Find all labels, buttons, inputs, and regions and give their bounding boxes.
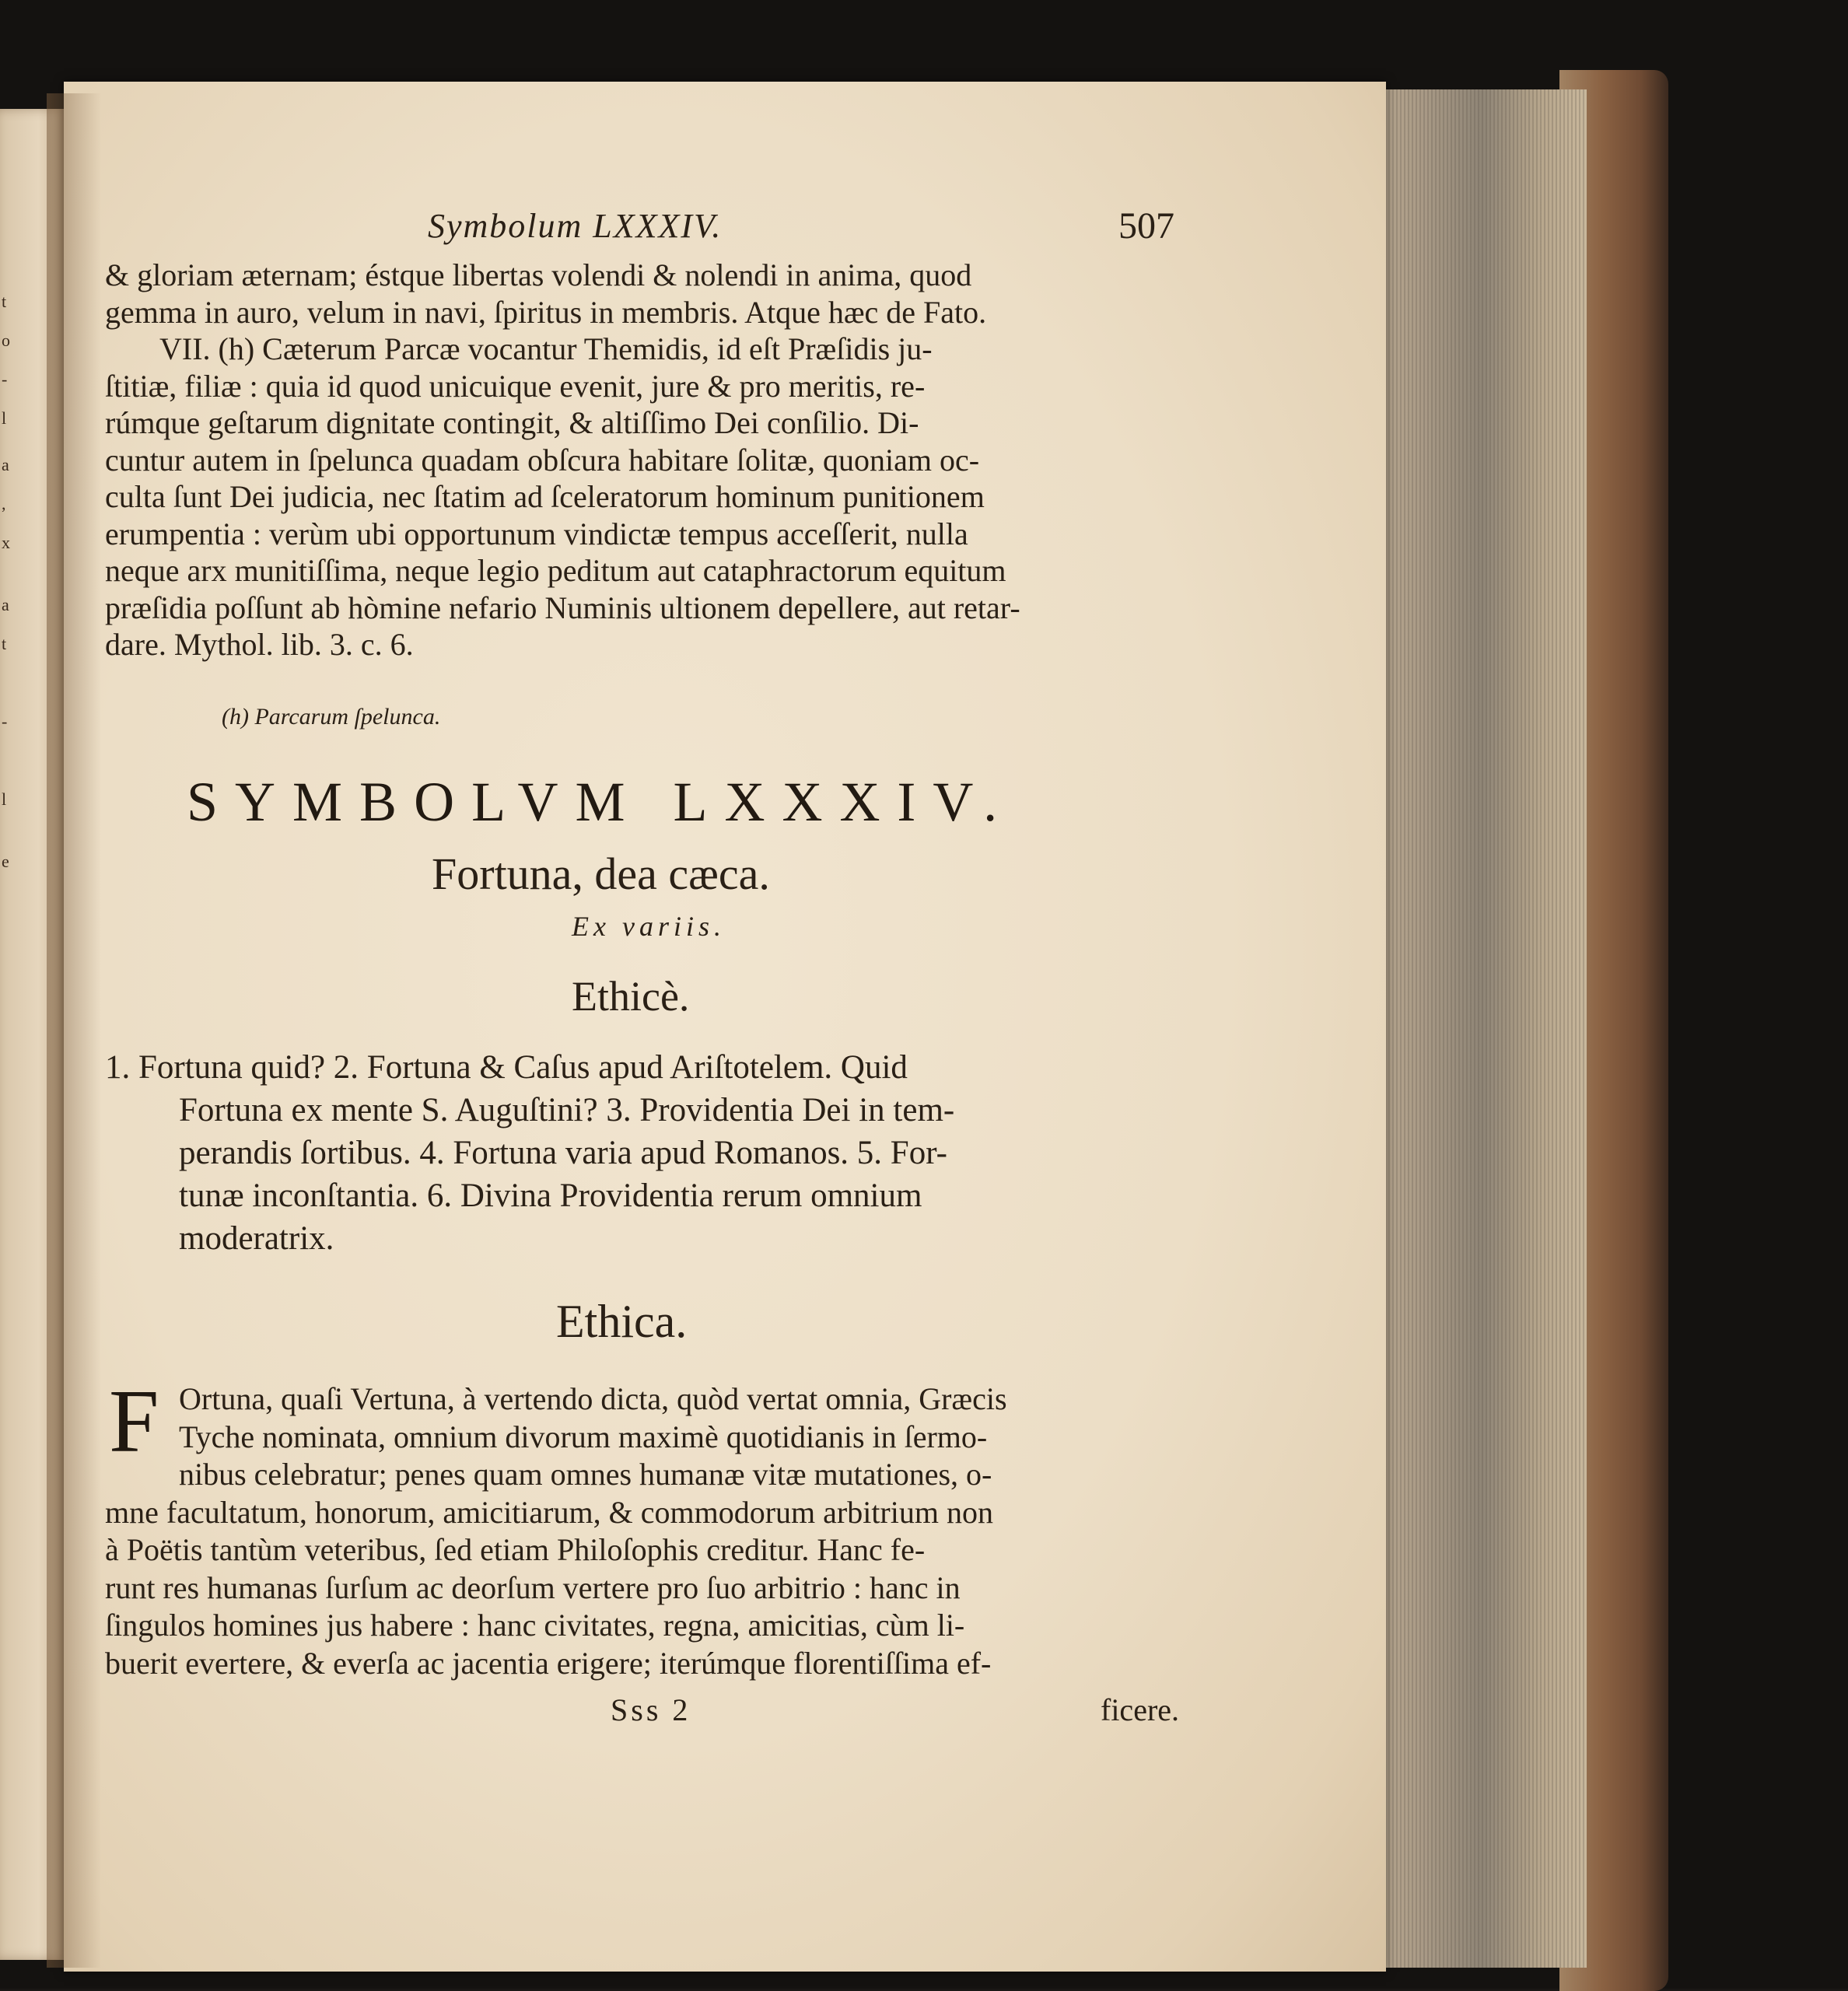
summary-line: Fortuna ex mente S. Auguſtini? 3. Providentia Dei in tem- xyxy=(179,1092,955,1128)
symbol-subtitle: Fortuna, dea cæca. xyxy=(432,849,770,899)
text-line: & gloriam æternam; éstque libertas volendi & nolendi in anima, quod xyxy=(105,257,972,292)
text-line: præſidia poſſunt ab hòmine nefario Numinis ultionem depellere, aut retar- xyxy=(105,590,1020,625)
left-page-fragment: a xyxy=(2,595,9,614)
left-page-fragment: e xyxy=(2,852,9,871)
text-line: Tyche nominata, omnium divorum maximè quotidianis in ſermo- xyxy=(179,1419,988,1454)
text-line: culta ſunt Dei judicia, nec ſtatim ad ſceleratorum hominum punitionem xyxy=(105,479,985,514)
text-line: ſtitiæ, filiæ : quia id quod unicuique evenit, jure & pro meritis, re- xyxy=(105,368,926,404)
drop-cap: F xyxy=(109,1372,159,1471)
running-head xyxy=(117,198,1174,253)
text-line: erumpentia : verùm ubi opportunum vindictæ tempus acceſſerit, nulla xyxy=(105,516,968,551)
left-page-fragment: x xyxy=(2,533,10,552)
heading-ethice: Ethicè. xyxy=(572,973,690,1020)
page-number: 507 xyxy=(1118,205,1174,247)
summary-line: tunæ inconſtantia. 6. Divina Providentia rerum omnium xyxy=(179,1177,922,1214)
left-page-fragment: a xyxy=(2,455,9,474)
left-page-fragment: o xyxy=(2,331,10,350)
left-page-fragment: t xyxy=(2,292,7,311)
left-page-fragment: - xyxy=(2,712,8,731)
running-head-title: Symbolum LXXXIV. xyxy=(428,207,723,245)
paragraph-fortuna xyxy=(105,1372,1178,1682)
text-line: Ortuna, quaſi Vertuna, à vertendo dicta, quòd vertat omnia, Græcis xyxy=(179,1381,1007,1416)
text-line: dare. Mythol. lib. 3. c. 6. xyxy=(105,627,414,662)
symbol-title: SYMBOLVM LXXXIV. xyxy=(187,771,1015,833)
text-line: à Poëtis tantùm veteribus, ſed etiam Philoſophis creditur. Hanc fe- xyxy=(105,1532,926,1567)
left-page-fragment: - xyxy=(2,369,8,389)
footnote: (h) Parcarum ſpelunca. xyxy=(222,704,441,730)
text-line: neque arx munitiſſima, neque legio peditum aut cataphractorum equitum xyxy=(105,553,1006,588)
page-fore-edge xyxy=(1353,89,1587,1968)
paragraph-fato xyxy=(105,257,1178,663)
left-page-fragment: , xyxy=(2,494,6,513)
text-line: nibus celebratur; penes quam omnes humanæ vitæ mutationes, o- xyxy=(179,1457,992,1492)
text-line: buerit evertere, & everſa ac jacentia erigere; iterúmque florentiſſima ef- xyxy=(105,1645,992,1681)
heading-ethica: Ethica. xyxy=(556,1296,688,1347)
text-line: mne facultatum, honorum, amicitiarum, & commodorum arbitrium non xyxy=(105,1494,993,1530)
text-line: VII. (h) Cæterum Parcæ vocantur Themidis, id eſt Præſidis ju- xyxy=(159,331,933,366)
text-line: runt res humanas ſurſum ac deorſum vertere pro ſuo arbitrio : hanc in xyxy=(105,1569,961,1605)
text-line: gemma in auro, velum in navi, ſpiritus in membris. Atque hæc de Fato. xyxy=(105,294,987,330)
summary-line: 1. Fortuna quid? 2. Fortuna & Caſus apud Ariſtotelem. Quid xyxy=(105,1049,908,1086)
catchword: ficere. xyxy=(1101,1692,1180,1727)
summary-line: perandis ſortibus. 4. Fortuna varia apud Romanos. 5. For- xyxy=(179,1135,947,1171)
text-line: ſingulos homines jus habere : hanc civitates, regna, amicitias, cùm li- xyxy=(105,1608,965,1643)
printer-signature: Sss 2 xyxy=(611,1692,691,1727)
summary-line: moderatrix. xyxy=(179,1220,334,1257)
left-page-fragment: l xyxy=(2,408,7,428)
text-line: cuntur autem in ſpelunca quadam obſcura habitare ſolitæ, quoniam oc- xyxy=(105,442,980,478)
chapter-summary xyxy=(105,1046,1178,1260)
left-page-fragment: l xyxy=(2,789,7,809)
text-line: rúmque geſtarum dignitate contingit, & altiſſimo Dei conſilio. Di- xyxy=(105,405,919,440)
source-note: Ex variis. xyxy=(572,911,726,942)
left-page-fragment: t xyxy=(2,634,7,653)
gutter-shadow xyxy=(47,93,101,1968)
